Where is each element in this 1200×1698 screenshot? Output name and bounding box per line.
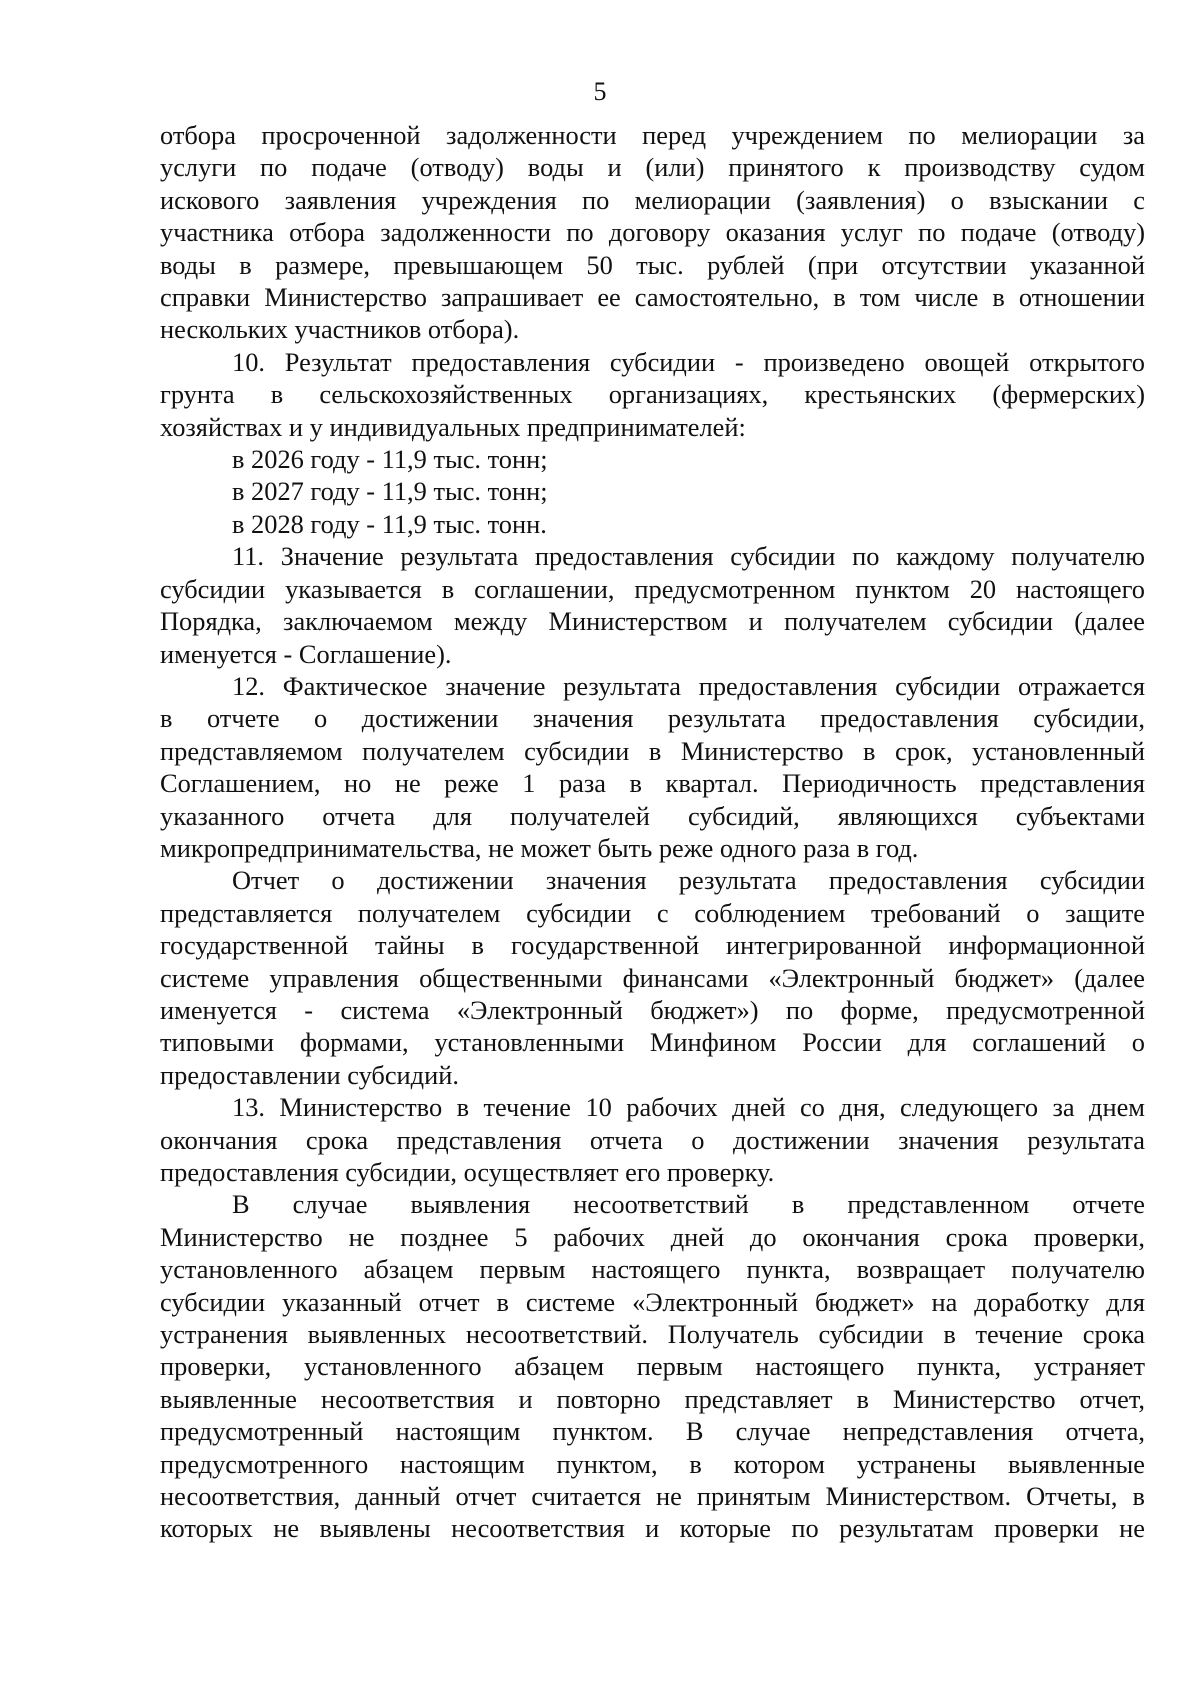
text-line: указанного отчета для получателей субсидий, являющихся субъектами — [160, 800, 1145, 831]
text-line: которых не выявлены несоответствия и которые по результатам проверки не — [160, 1513, 1145, 1544]
paragraph-10-start: 10. Результат предоставления субсидии - произведено овощей открытого — [232, 346, 1145, 377]
text-line: нескольких участников отбора). — [160, 314, 520, 345]
text-line: предусмотренный настоящим пунктом. В случае непредставления отчета, — [160, 1416, 1145, 1447]
paragraph-11-start: 11. Значение результата предоставления субсидии по каждому получателю — [232, 541, 1145, 572]
paragraph-13-start: 13. Министерство в течение 10 рабочих дней со дня, следующего за днем — [232, 1092, 1145, 1123]
text-line: устранения выявленных несоответствий. Получатель субсидии в течение срока — [160, 1319, 1145, 1350]
text-line: окончания срока представления отчета о достижении значения результата — [160, 1124, 1145, 1155]
text-line: несоответствия, данный отчет считается не принятым Министерством. Отчеты, в — [160, 1481, 1145, 1512]
text-line: справки Министерство запрашивает ее самостоятельно, в том числе в отношении — [160, 282, 1145, 313]
text-line: государственной тайны в государственной интегрированной информационной — [160, 930, 1145, 961]
text-line: типовыми формами, установленными Минфином России для соглашений о — [160, 1027, 1145, 1058]
text-line: проверки, установленного абзацем первым настоящего пункта, устраняет — [160, 1351, 1145, 1382]
text-line: предоставлении субсидий. — [160, 1059, 459, 1090]
text-line: предусмотренного настоящим пунктом, в котором устранены выявленные — [160, 1448, 1145, 1479]
text-line: Министерство не позднее 5 рабочих дней до окончания срока проверки, — [160, 1221, 1145, 1252]
result-2027: в 2027 году - 11,9 тыс. тонн; — [232, 476, 548, 507]
text-line: микропредпринимательства, не может быть реже одного раза в год. — [160, 832, 919, 863]
paragraph-report-start: Отчет о достижении значения результата предоставления субсидии — [232, 865, 1145, 896]
text-line: воды в размере, превышающем 50 тыс. рублей (при отсутствии указанной — [160, 249, 1145, 280]
text-line: выявленные несоответствия и повторно представляет в Министерство отчет, — [160, 1383, 1145, 1414]
result-2026: в 2026 году - 11,9 тыс. тонн; — [232, 444, 548, 475]
text-line: Соглашением, но не реже 1 раза в квартал. Периодичность представления — [160, 768, 1145, 799]
text-line: представляется получателем субсидии с соблюдением требований о защите — [160, 897, 1145, 928]
text-line: именуется - Соглашение). — [160, 638, 452, 669]
text-line: грунта в сельскохозяйственных организациях, крестьянских (фермерских) — [160, 379, 1145, 410]
text-line: установленного абзацем первым настоящего пункта, возвращает получателю — [160, 1254, 1145, 1285]
text-line: хозяйствах и у индивидуальных предпринимателей: — [160, 411, 746, 442]
paragraph-12-start: 12. Фактическое значение результата предоставления субсидии отражается — [232, 670, 1145, 701]
text-line: искового заявления учреждения по мелиорации (заявления) о взыскании с — [160, 184, 1145, 215]
result-2028: в 2028 году - 11,9 тыс. тонн. — [232, 508, 547, 539]
text-line: субсидии указанный отчет в системе «Электронный бюджет» на доработку для — [160, 1286, 1145, 1317]
paragraph-inconsistencies-start: В случае выявления несоответствий в представленном отчете — [232, 1189, 1145, 1220]
text-line: представляемом получателем субсидии в Министерство в срок, установленный — [160, 735, 1145, 766]
page-number: 5 — [593, 77, 607, 106]
text-line: субсидии указывается в соглашении, предусмотренном пунктом 20 настоящего — [160, 573, 1145, 604]
text-line: системе управления общественными финансами «Электронный бюджет» (далее — [160, 962, 1145, 993]
text-line: предоставления субсидии, осуществляет его проверку. — [160, 1157, 775, 1187]
text-line: Порядка, заключаемом между Министерством и получателем субсидии (далее — [160, 606, 1145, 637]
text-line: именуется - система «Электронный бюджет») по форме, предусмотренной — [160, 994, 1145, 1025]
document-body — [160, 119, 1145, 1545]
text-line: участника отбора задолженности по договору оказания услуг по подаче (отводу) — [160, 217, 1145, 248]
text-line: в отчете о достижении значения результата предоставления субсидии, — [160, 703, 1145, 734]
text-line: отбора просроченной задолженности перед учреждением по мелиорации за — [160, 120, 1145, 150]
text-line: услуги по подаче (отводу) воды и (или) принятого к производству судом — [160, 152, 1145, 183]
